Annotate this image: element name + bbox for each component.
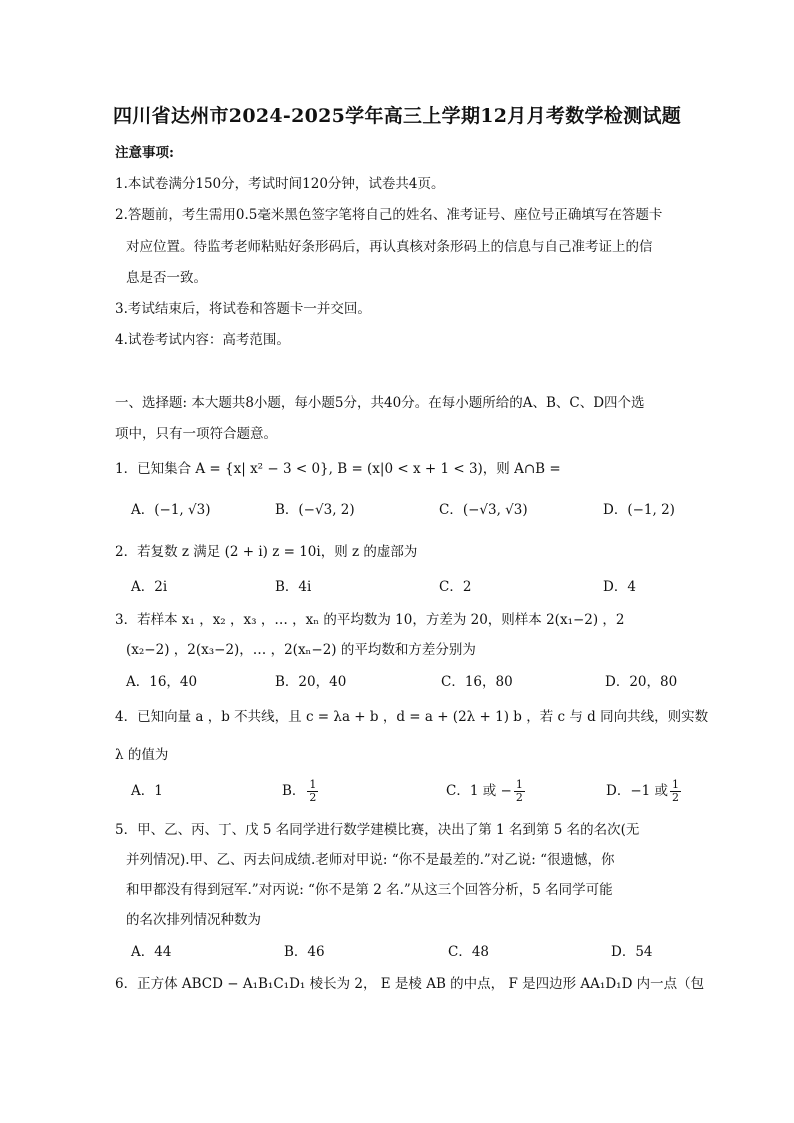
question-4-option-b: B． $\frac{1}{2}$: [282, 778, 317, 804]
question-2-option-b: B．4i: [275, 579, 312, 595]
question-1-option-c: C．(−√3, √3): [439, 502, 528, 518]
question-5-option-a: A．44: [131, 944, 172, 960]
question-1-stem: 1．已知集合 A = {x| x² − 3 < 0}, B = (x|0 < x + 1 < 3)，则 A∩B =: [115, 461, 561, 477]
notice-item-4: 4.试卷考试内容：高考范围。: [115, 332, 290, 348]
fraction-one-half: $\frac{1}{2}$: [309, 778, 317, 804]
question-3-stem-cont: (x₂−2) ，2(x₃−2)，… ，2(xₙ−2) 的平均数和方差分别为: [126, 642, 476, 658]
question-3-option-b: B．20，40: [275, 674, 347, 690]
question-3-option-d: D．20，80: [605, 674, 678, 690]
question-5-stem: 5．甲、乙、丙、丁、戊 5 名同学进行数学建模比赛，决出了第 1 名到第 5 名的名次(无: [115, 822, 640, 838]
question-1-option-b: B．(−√3, 2): [275, 502, 355, 518]
fraction-one-half: $\frac{1}{2}$: [672, 778, 680, 804]
question-1-option-a: A．(−1, √3): [131, 502, 211, 518]
question-5-option-c: C．48: [448, 944, 490, 960]
question-3-stem: 3．若样本 x₁ ，x₂ ，x₃ ，… ，xₙ 的平均数为 10，方差为 20，则样本 2(x₁−2) ，2: [115, 612, 625, 628]
notice-item-1: 1.本试卷满分150分，考试时间120分钟，试卷共4页。: [115, 176, 445, 192]
question-2-option-d: D．4: [603, 579, 636, 595]
notice-item-2: 2.答题前，考生需用0.5毫米黑色签字笔将自己的姓名、准考证号、座位号正确填写在答题卡: [115, 207, 663, 223]
question-4-stem-cont: λ 的值为: [115, 747, 169, 763]
question-2-option-c: C．2: [439, 579, 472, 595]
question-3-option-c: C．16，80: [441, 674, 513, 690]
notice-item-2-cont2: 息是否一致。: [126, 270, 207, 286]
section-heading: 一、选择题: 本大题共8小题，每小题5分，共40分。在每小题所给的A、B、C、D四个选: [115, 395, 645, 411]
fraction-one-half: $\frac{1}{2}$: [515, 778, 523, 804]
question-1-option-d: D．(−1, 2): [603, 502, 675, 518]
question-4-option-a: A．1: [131, 783, 163, 799]
question-5-option-b: B．46: [284, 944, 325, 960]
question-5-stem-cont: 并列情况).甲、乙、丙去问成绩.老师对甲说: “你不是最差的.”对乙说: “很遗憾，你: [126, 852, 615, 868]
question-4-option-c: C．1 或 − $\frac{1}{2}$: [446, 778, 523, 804]
notice-item-2-cont: 对应位置。待监考老师粘贴好条形码后，再认真核对条形码上的信息与自己准考证上的信: [126, 239, 653, 255]
question-4-stem: 4．已知向量 a ，b 不共线，且 c = λa + b ，d = a + (2λ + 1) b ，若 c 与 d 同向共线，则实数: [115, 709, 709, 725]
question-3-option-a: A．16，40: [126, 674, 198, 690]
question-6-stem: 6．正方体 ABCD − A₁B₁C₁D₁ 棱长为 2， E 是棱 AB 的中点， F 是四边形 AA₁D₁D 内一点（包: [115, 976, 705, 992]
question-5-option-d: D．54: [611, 944, 653, 960]
question-5-stem-cont2: 和甲都没有得到冠军.”对丙说: “你不是第 2 名.”从这三个回答分析，5 名同学可能: [126, 882, 613, 898]
question-2-stem: 2．若复数 z 满足 (2 + i) z = 10i，则 z 的虚部为: [115, 544, 418, 560]
question-2-option-a: A．2i: [131, 579, 168, 595]
question-5-stem-cont3: 的名次排列情况种数为: [126, 912, 261, 928]
section-heading-cont: 项中，只有一项符合题意。: [115, 426, 277, 442]
question-4-option-d: D．−1 或 $\frac{1}{2}$: [606, 778, 680, 804]
page-title: 四川省达州市2024-2025学年高三上学期12月月考数学检测试题: [113, 105, 681, 127]
notice-item-3: 3.考试结束后，将试卷和答题卡一并交回。: [115, 301, 371, 317]
notice-heading: 注意事项:: [115, 145, 174, 161]
